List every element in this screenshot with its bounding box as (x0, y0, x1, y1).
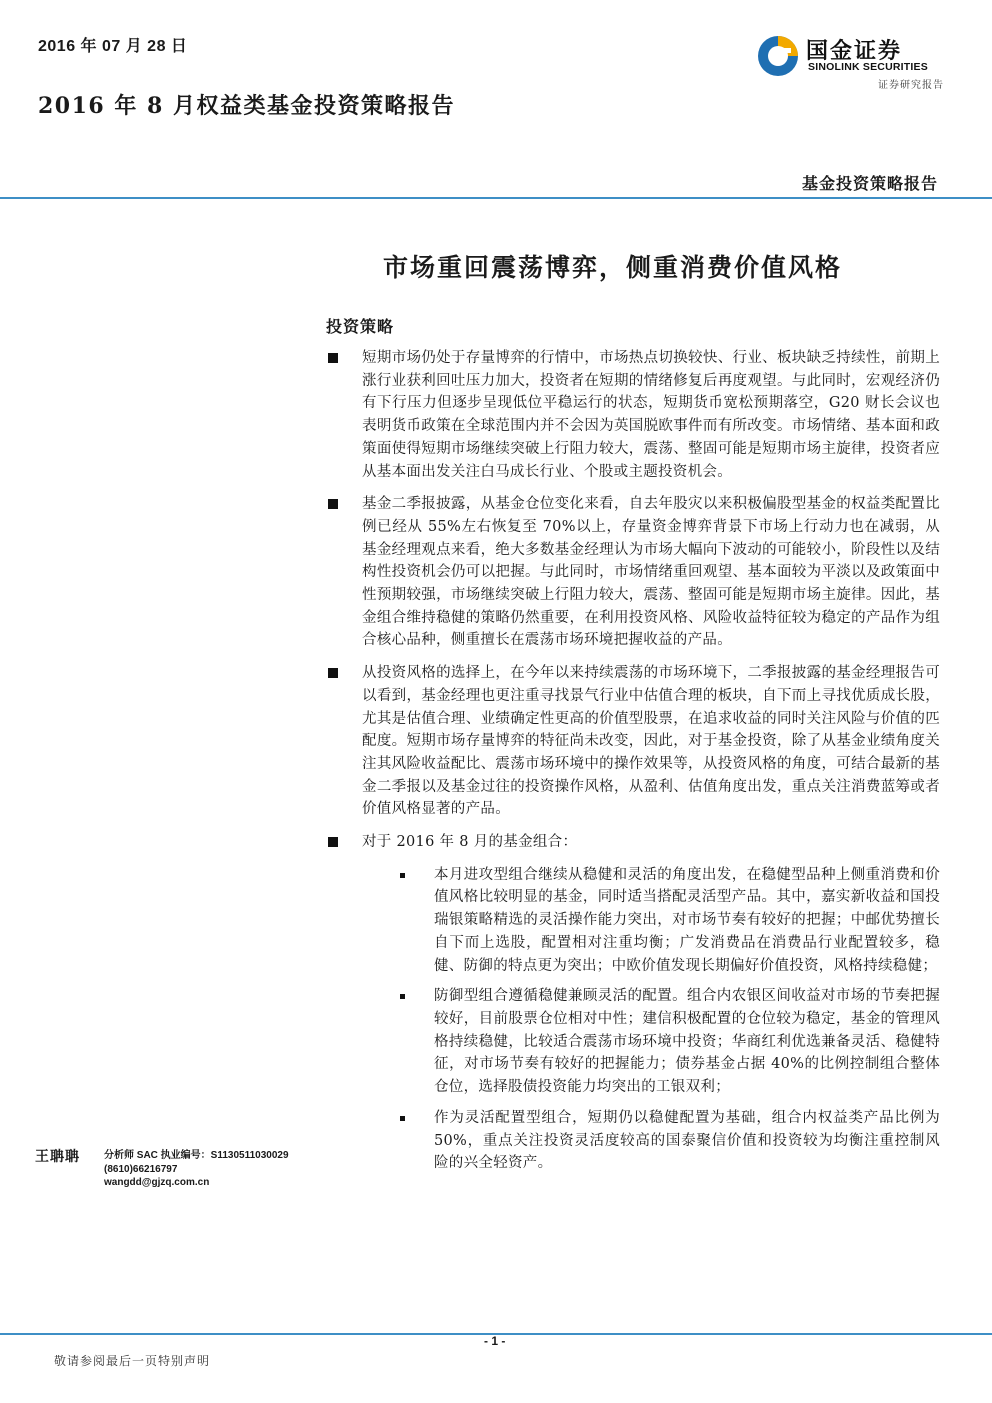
list-item (326, 831, 940, 1175)
logo-mark-icon (756, 34, 800, 78)
sub-bullet-text: 作为灵活配置型组合，短期仍以稳健配置为基础，组合内权益类产品比例为 50%，重点关注投资灵活度较高的国泰聚信价值和投资较为均衡注重控制风险的兴全轻资产。 (434, 1109, 940, 1172)
analyst-license: 分析师 SAC 执业编号：S1130511030029 (104, 1150, 289, 1161)
header-divider (0, 197, 992, 199)
analyst-phone: (8610)66216797 (104, 1163, 178, 1175)
bullet-text: 基金二季报披露，从基金仓位变化来看，自去年股灾以来积极偏股型基金的权益类配置比例已经从 55%左右恢复至 70%以上，存量资金博弈背景下市场上行动力也在减弱，从基金经理观点来看，绝大多数基金经理认为市场大幅向下波动的可能较小，阶段性以及结构性投资机会仍可以把握。与此同时，市场情绪重回观望、基本面较为平淡以及政策面中性预期较强，市场继续突破上行阻力较大，震荡、整固可能是短期市场主旋律。因此，基金组合维持稳健的策略仍然重要，在利用投资风格、风险收益特征较为稳定的产品作为组合核心品种，侧重擅长在震荡市场环境把握收益的产品。 (362, 496, 940, 649)
document-type: 基金投资策略报告 (801, 174, 938, 193)
analyst-email[interactable]: wangdd@gjzq.com.cn (104, 1177, 210, 1188)
page-number: - 1 - (484, 1334, 506, 1348)
sub-bullet-text: 本月进攻型组合继续从稳健和灵活的角度出发，在稳健型品种上侧重消费和价值风格比较明显的基金，同时适当搭配灵活型产品。其中，嘉实新收益和国投瑞银策略精选的灵活操作能力突出，对市场节奏有较好的把握；中邮优势擅长自下而上选股，配置相对注重均衡；广发消费品在消费品行业配置较多，稳健、防御的特点更为突出；中欧价值发现长期偏好价值投资，风格持续稳健； (434, 866, 940, 974)
headline: 市场重回震荡博弈，侧重消费价值风格 (383, 253, 843, 282)
strategy-bullet-list (326, 347, 940, 1185)
logo-chinese-name: 国金证券 (806, 39, 903, 64)
square-bullet-icon (328, 837, 338, 847)
company-logo (756, 30, 946, 92)
small-square-bullet-icon (400, 1116, 405, 1121)
logo-english-name: SINOLINK SECURITIES (808, 61, 928, 73)
bullet-text: 对于 2016 年 8 月的基金组合： (362, 834, 578, 851)
logo-subtitle: 证券研究报告 (878, 80, 944, 91)
disclaimer-note: 敬请参阅最后一页特别声明 (54, 1354, 211, 1368)
bullet-text: 从投资风格的选择上，在今年以来持续震荡的市场环境下，二季报披露的基金经理报告可以看到，基金经理也更注重寻找景气行业中估值合理的板块，自下而上寻找优质成长股，尤其是估值合理、业绩确定性更高的价值型股票，在追求收益的同时关注风险与价值的匹配度。短期市场存量博弈的特征尚未改变，因此，对于基金投资，除了从基金业绩角度关注其风险收益配比、震荡市场环境中的操作效果等，从投资风格的角度，可结合最新的基金二季报以及基金过往的投资操作风格，从盈利、估值角度出发，重点关注消费蓝筹或者价值风格显著的产品。 (362, 665, 940, 818)
square-bullet-icon (328, 353, 338, 363)
sub-list-item (362, 864, 940, 978)
bullet-text: 短期市场仍处于存量博弈的行情中，市场热点切换较快、行业、板块缺乏持续性，前期上涨行业获利回吐压力加大，投资者在短期的情绪修复后再度观望。与此同时，宏观经济仍有下行压力但逐步呈现低位平稳运行的状态，短期货币宽松预期落空，G20 财长会议也表明货币政策在全球范围内并不会因为英国脱欧事件而有所改变。市场情绪、基本面和政策面使得短期市场继续突破上行阻力较大，震荡、整固可能是短期市场主旋律，投资者应从基本面出发关注白马成长行业、个股或主题投资机会。 (362, 350, 940, 480)
analyst-contact (104, 1149, 289, 1190)
list-item (326, 347, 940, 483)
list-item (326, 493, 940, 652)
list-item (326, 662, 940, 821)
sub-list-item (362, 985, 940, 1099)
section-title: 投资策略 (326, 317, 395, 336)
small-square-bullet-icon (400, 873, 405, 878)
square-bullet-icon (328, 668, 338, 678)
report-date: 2016 年 07 月 28 日 (38, 38, 188, 55)
square-bullet-icon (328, 499, 338, 509)
analyst-name: 王聃聃 (35, 1149, 80, 1165)
small-square-bullet-icon (400, 994, 405, 999)
portfolio-sub-list (362, 864, 940, 1175)
report-series-title: 2016 年 8 月权益类基金投资策略报告 (38, 93, 456, 119)
sub-list-item (362, 1107, 940, 1175)
sub-bullet-text: 防御型组合遵循稳健兼顾灵活的配置。组合内农银区间收益对市场的节奏把握较好，目前股票仓位相对中性；建信积极配置的仓位较为稳定，基金的管理风格持续稳健，比较适合震荡市场环境中投资；华商红利优选兼备灵活、稳健特征，对市场节奏有较好的把握能力；债券基金占据 40%的比例控制组合整体仓位，选择股债投资能力均突出的工银双利； (434, 988, 940, 1096)
